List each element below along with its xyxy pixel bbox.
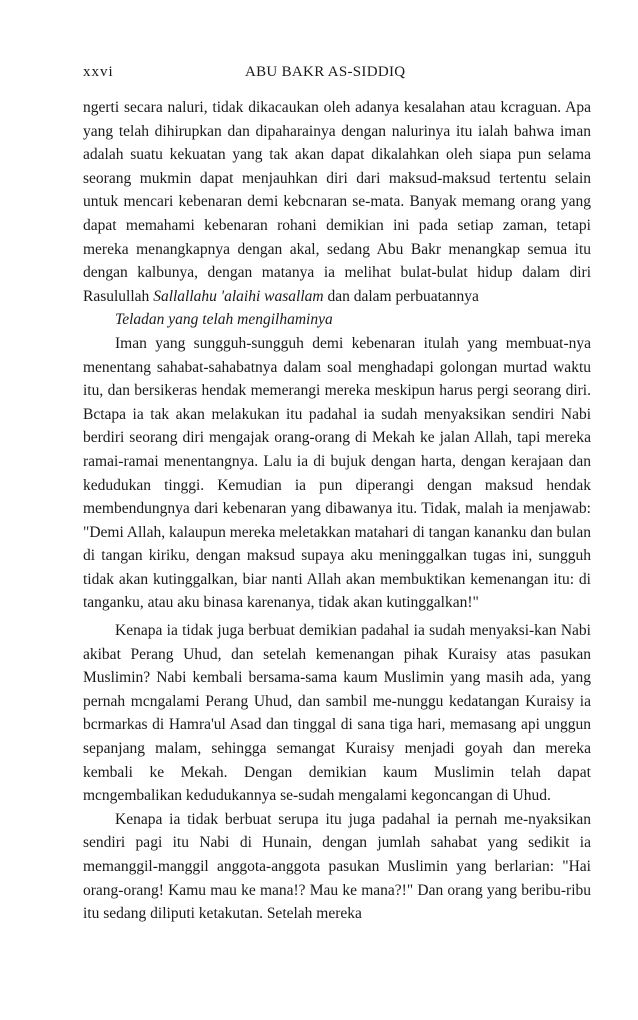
book-page — [83, 60, 591, 926]
body-text — [83, 96, 591, 926]
paragraph-4: Kenapa ia tidak berbuat serupa itu juga padahal ia pernah me-nyaksikan sendiri pagi itu Nabi di Hunain, dengan jumlah sahabat yang sedikit ia memanggil-manggil anggota-anggota pasukan Muslimin yang berlarian: "Hai orang-orang! Kamu mau ke mana!? Mau ke mana?!" Dan orang yang beribu-ribu itu sedang diliputi ketakutan. Setelah mereka — [83, 810, 591, 923]
honorific-italic: Sallallahu 'alaihi wasallam — [153, 287, 324, 305]
paragraph-1-end: dan dalam perbuatannya — [327, 287, 479, 305]
page-number: xxvi — [83, 64, 114, 80]
paragraph-continued — [83, 96, 591, 308]
running-header — [83, 60, 591, 84]
paragraph-1-text: ngerti secara naluri, tidak dikacaukan oleh adanya kesalahan atau kcraguan. Apa yang telah dihirupkan dan dipaharainya dengan nalurinya itu ialah bahwa iman adalah suatu kekuatan yang tak akan dapat dikalahkan oleh siapa pun selama seorang mukmin dapat menjauhkan diri dari maksud-maksud tertentu selain untuk mencari kebenaran demi kebcnaran se-mata. Banyak memang orang yang dapat memahami kebenaran rohani demikian ini pada setiap zaman, tetapi mereka menangkapnya dengan akal, sedang Abu Bakr menangkap semua itu dengan kalbunya, dengan matanya ia melihat bulat-bulat hidup dalam diri Rasulullah — [83, 99, 591, 305]
paragraph-2: Iman yang sungguh-sungguh demi kebenaran itulah yang membuat-nya menentang sahabat-sahabatnya dalam soal menghadapi golongan murtad waktu itu, dan bersikeras hendak memerangi mereka meskipun harus pergi seorang diri. Bctapa ia tak akan melakukan itu padahal ia sudah menyaksikan sendiri Nabi berdiri seorang diri mengajak orang-orang di Mekah ke jalan Allah, tapi mereka ramai-ramai menentangnya. Lalu ia di bujuk dengan harta, dengan kerajaan dan kedudukan tinggi. Kemudian ia pun diperangi dengan maksud hendak membendungnya dari kebenaran yang dibawanya itu. Tidak, malah ia menjawab: "Demi Allah, kalaupun mereka meletakkan matahari di tangan kananku dan bulan di tangan kiriku, dengan maksud supaya aku meninggalkan tugas ini, sungguh tidak akan kutinggalkan, biar nanti Allah akan membuktikan kemenangan itu: di tanganku, atau aku binasa karenanya, tidak akan kutinggalkan!" — [83, 334, 591, 612]
section-heading: Teladan yang telah mengilhaminya — [115, 311, 333, 329]
paragraph-3: Kenapa ia tidak juga berbuat demikian padahal ia sudah menyaksi-kan Nabi akibat Perang Uhud, dan setelah kemenangan pihak Kuraisy atas pasukan Muslimin? Nabi kembali bersama-sama kaum Muslimin yang masih ada, yang pernah mcngalami Perang Uhud, dan sambil me-nunggu kedatangan Kuraisy ia bcrmarkas di Hamra'ul Asad dan tinggal di sana tiga hari, memasang api unggun sepanjang malam, sehingga semangat Kuraisy menjadi goyah dan mereka kembali ke Mekah. Dengan demikian kaum Muslimin telah dapat mcngembalikan kedudukannya se-sudah mengalami kegoncangan di Uhud. — [83, 622, 591, 805]
running-title: ABU BAKR AS-SIDDIQ — [245, 64, 406, 80]
